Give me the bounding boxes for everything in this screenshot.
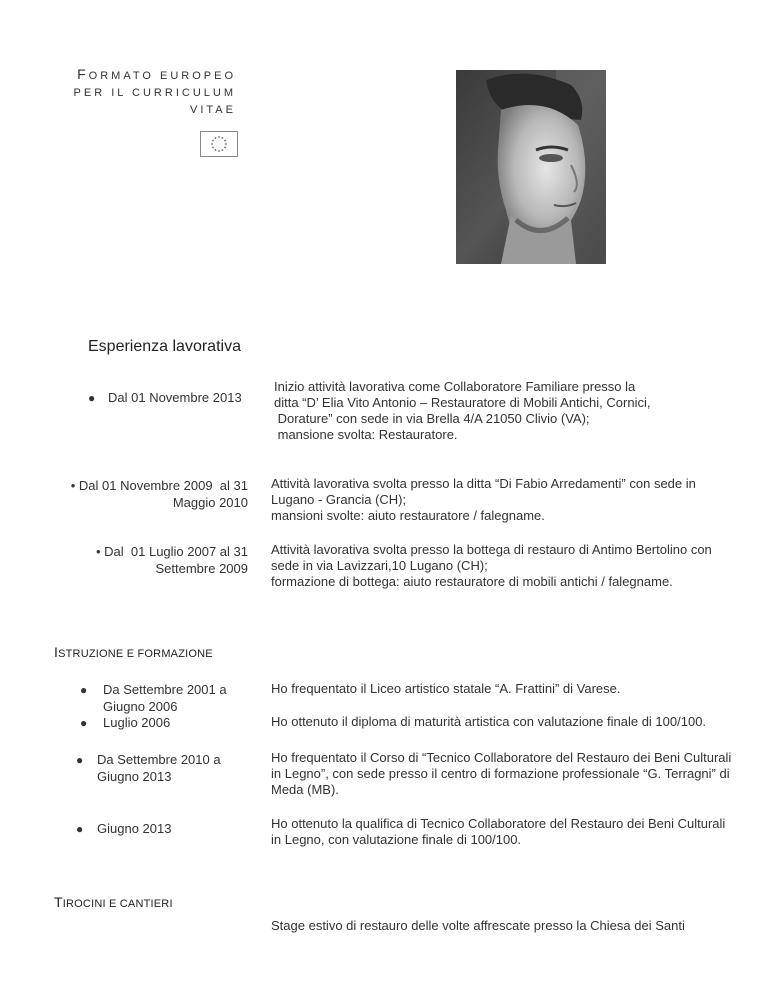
exp-desc-1: Inizio attività lavorativa come Collaboratore Familiare presso la ditta “D’ Elia Vito Antonio – Restauratore di Mobili Antichi, Cornici, Dorature” con sede in via Brella 4/A 21050 Clivio (VA); mansione svolta: Restauratore. xyxy=(274,379,651,442)
bullet-icon: ● xyxy=(88,391,96,405)
header-line-3: VITAE xyxy=(190,104,236,116)
edu-date-4: Giugno 2013 xyxy=(97,821,172,836)
edu-bullet-1: ● xyxy=(80,683,88,697)
exp-desc-2: Attività lavorativa svolta presso la ditta “Di Fabio Arredamenti” con sede in Lugano - Grancia (CH); mansioni svolte: aiuto restauratore / falegname. xyxy=(271,476,696,523)
header-line-2: PER IL CURRICULUM xyxy=(73,87,236,99)
edu-desc-4: Ho ottenuto la qualifica di Tecnico Collaboratore del Restauro dei Beni Culturali in Legno, con valutazione finale di 100/100. xyxy=(271,816,726,847)
exp-date-1 xyxy=(88,389,95,407)
section-title-tirocini: TIROCINI E CANTIERI xyxy=(54,894,173,910)
edu-desc-2: Ho ottenuto il diploma di maturità artistica con valutazione finale di 100/100. xyxy=(271,714,707,729)
edu-bullet-4: ● xyxy=(76,822,84,836)
exp-date-1-text: Dal 01 Novembre 2013 xyxy=(108,390,242,405)
edu-bullet-3: ● xyxy=(76,753,84,767)
tirocini-desc-1: Stage estivo di restauro delle volte affrescate presso la Chiesa dei Santi xyxy=(271,918,685,933)
cv-header xyxy=(74,66,236,119)
profile-photo xyxy=(456,70,606,264)
edu-date-2: Luglio 2006 xyxy=(103,715,171,730)
exp-desc-3: Attività lavorativa svolta presso la bottega di restauro di Antimo Bertolino con sede in via Lavizzari,10 Lugano (CH); formazione di bottega: aiuto restauratore di mobili antichi / falegname. xyxy=(271,542,712,589)
section-title-esperienza: Esperienza lavorativa xyxy=(88,338,241,355)
edu-desc-3: Ho frequentato il Corso di “Tecnico Collaboratore del Restauro dei Beni Culturali in Legno”, con sede presso il centro di formazione professionale “G. Terragni” di Meda (MB). xyxy=(271,750,732,797)
edu-date-1: Da Settembre 2001 a Giugno 2006 xyxy=(103,682,227,714)
exp-date-3: • Dal 01 Luglio 2007 al 31 Settembre 2009 xyxy=(96,544,248,576)
exp-date-2: • Dal 01 Novembre 2009 al 31 Maggio 2010 xyxy=(70,478,248,510)
section-title-istruzione: ISTRUZIONE E FORMAZIONE xyxy=(54,644,213,660)
eu-flag-icon xyxy=(200,131,238,157)
edu-date-3: Da Settembre 2010 a Giugno 2013 xyxy=(97,752,221,784)
header-line-1: FORMATO EUROPEO xyxy=(77,66,236,82)
edu-desc-1: Ho frequentato il Liceo artistico statale “A. Frattini” di Varese. xyxy=(271,681,621,696)
edu-bullet-2: ● xyxy=(80,716,88,730)
